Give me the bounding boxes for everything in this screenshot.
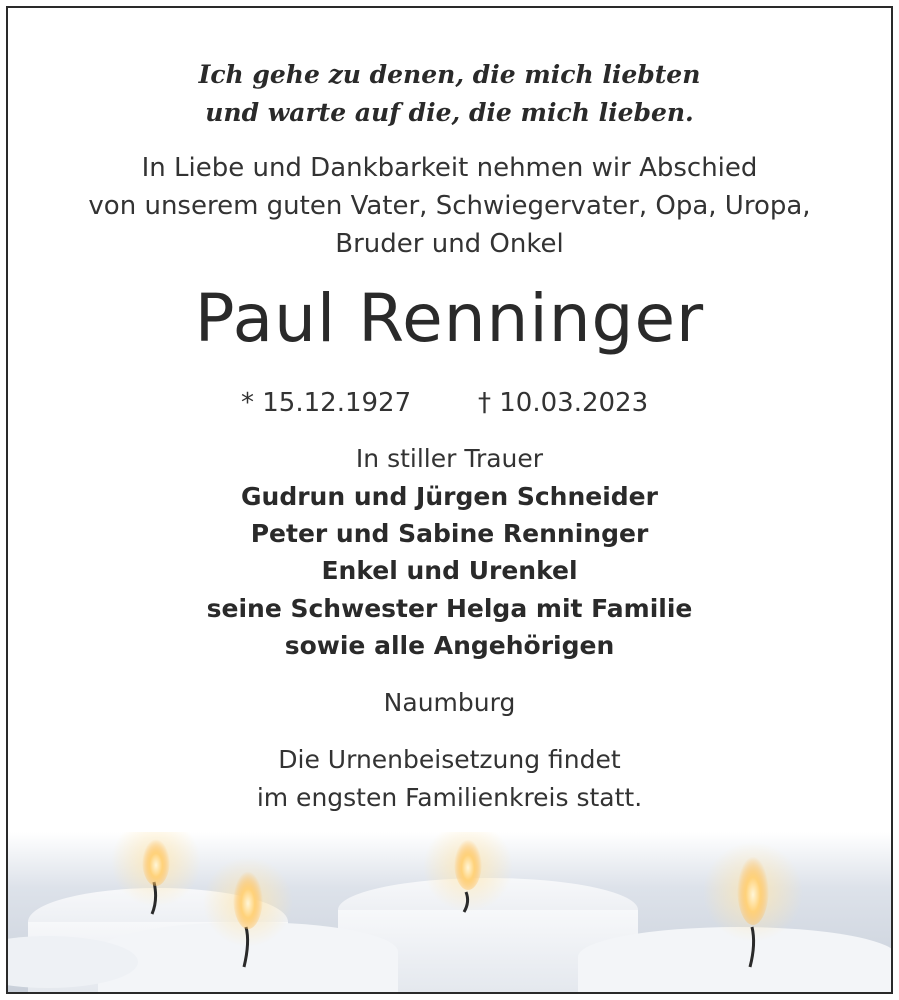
obituary-card <box>6 6 893 994</box>
mourner-name: Enkel und Urenkel <box>321 556 578 585</box>
notice-line-2: im engsten Familienkreis statt. <box>256 783 643 812</box>
deceased-name: Paul Renninger <box>194 280 705 357</box>
mourners-heading: In stiller Trauer <box>355 444 544 473</box>
birth-date: * 15.12.1927 <box>241 388 412 418</box>
mourner-name: Gudrun und Jürgen Schneider <box>241 482 658 511</box>
intro-line-3: Bruder und Onkel <box>335 229 564 259</box>
mourner-name: Peter und Sabine Renninger <box>250 519 649 548</box>
quote-line-1: Ich gehe zu denen, die mich liebten <box>198 60 701 89</box>
intro-line-2: von unserem guten Vater, Schwiegervater, Opa, Uropa, <box>88 191 811 221</box>
death-date: † 10.03.2023 <box>478 388 649 418</box>
mourner-name: seine Schwester Helga mit Familie <box>206 594 693 623</box>
intro-line-1: In Liebe und Dankbarkeit nehmen wir Abschied <box>141 153 758 183</box>
quote-line-2: und warte auf die, die mich lieben. <box>205 98 694 127</box>
candles-image <box>8 832 891 992</box>
location: Naumburg <box>383 688 516 717</box>
notice-line-1: Die Urnenbeisetzung findet <box>278 745 621 774</box>
mourner-name: sowie alle Angehörigen <box>284 631 615 660</box>
